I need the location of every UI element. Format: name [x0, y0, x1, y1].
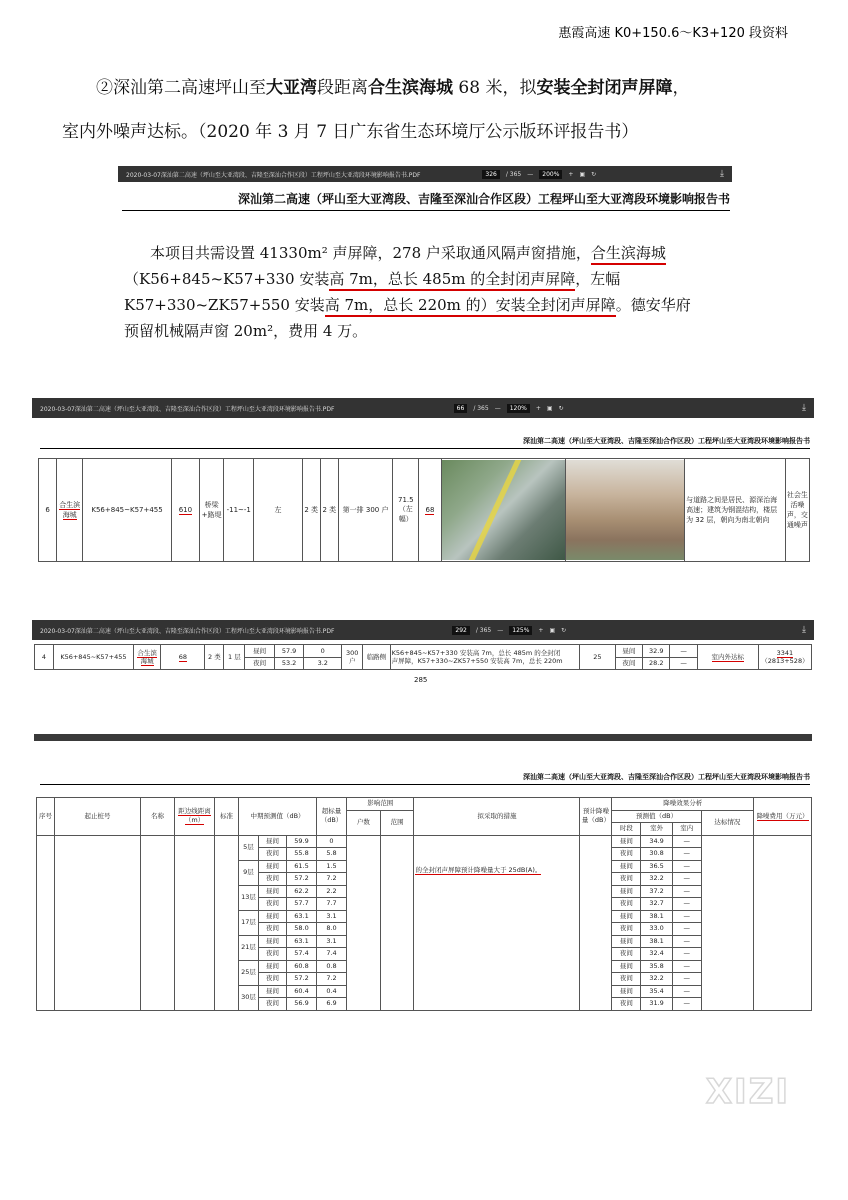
table-row: 夜间 58.0 8.0 夜间 33.0 — [37, 923, 812, 936]
table-row: 5层 昼间 59.9 0 的全封闭声屏障预计降噪量大于 25dB(A)。 昼间 34.9 — [37, 835, 812, 848]
xizi-watermark: XIZI [705, 1072, 790, 1112]
cell-station: K56+845~K57+455 [83, 459, 172, 562]
table-row: 17层 昼间 63.1 3.1 昼间 38.1 — [37, 910, 812, 923]
page-number: 285 [414, 676, 428, 684]
cell-side: 左 [254, 459, 302, 562]
doc-heading-3: 深汕第二高速（坪山至大亚湾段、吉隆至深汕合作区段）工程坪山至大亚湾段环境影响报告书 [40, 772, 810, 785]
pdf-filename: 2020-03-07深汕第二高速（坪山至大亚湾段、吉隆至深汕合作区段）工程坪山至大亚湾段环境影响报告书.PDF [126, 171, 421, 179]
excerpt-line-4: 预留机械隔声窗 20m²，费用 4 万。 [124, 322, 368, 340]
cell-env: 社会生活噪声，交通噪声 [785, 459, 809, 562]
download-icon[interactable]: ⤓ [802, 625, 806, 635]
cell-distance-lane: 71.5（左幅） [393, 459, 419, 562]
pdf-filename: 2020-03-07深汕第二高速（坪山至大亚湾段、吉隆至深汕合作区段）工程坪山至大亚湾段环境影响报告书.PDF [40, 627, 335, 635]
rotate-icon[interactable]: ↻ [561, 626, 567, 634]
zoom-level[interactable]: 200% [539, 170, 562, 179]
table-row: 30层 昼间 60.4 0.4 昼间 35.4 — [37, 985, 812, 998]
table-row: 夜间 56.9 6.9 夜间 31.9 — [37, 998, 812, 1011]
page-input[interactable]: 292 [452, 626, 469, 635]
page-input[interactable]: 326 [482, 170, 499, 179]
cell-no: 6 [39, 459, 57, 562]
fit-page-icon[interactable]: ▣ [549, 626, 556, 634]
page-input[interactable]: 66 [454, 404, 468, 413]
intro-line-1: ②深汕第二高速坪山至大亚湾段距离合生滨海城 68 米，拟安装全封闭声屏障， [96, 78, 690, 98]
table-row: 夜间 57.2 7.2 夜间 32.2 — [37, 973, 812, 986]
fit-page-icon[interactable]: ▣ [579, 170, 586, 178]
table-row: 夜间 57.4 7.4 夜间 32.4 — [37, 948, 812, 961]
cell-class-2: 2 类 [320, 459, 338, 562]
fit-page-icon[interactable]: ▣ [546, 404, 553, 412]
cell-desc: 与道路之间是居民、源深治海高速；建筑为钢混结构，楼层为 32 层，朝向为南北朝向 [685, 459, 786, 562]
cell-dist2: 68 [419, 459, 441, 562]
zoom-out-icon[interactable]: — [527, 170, 534, 178]
excerpt-line-1: 本项目共需设置 41330m² 声屏障，278 户采取通风隔声窗措施，合生滨海城 [150, 240, 740, 266]
sensitive-points-table [38, 458, 810, 562]
download-icon[interactable]: ⤓ [720, 169, 724, 179]
divider-bar [34, 734, 812, 741]
measure-text: K56+845~K57+330 安装高 7m，总长 485m 的全封闭 声屏障，K57+330~ZK57+550 安装高 7m，总长 220m [390, 645, 579, 670]
table-row: 25层 昼间 60.8 0.8 昼间 35.8 — [37, 960, 812, 973]
aerial-photo [441, 459, 566, 562]
rotate-icon[interactable]: ↻ [558, 404, 564, 412]
table-row: 21层 昼间 63.1 3.1 昼间 38.1 — [37, 935, 812, 948]
prediction-table: 序号 起止桩号 名称 距边线距离（m） 标准 中期预测值（dB） 超标量（dB） 影响范围 拟采取的措施 预计降噪量（dB） 降噪效果分析 降噪费用（万元） 户数 范围 预测值（dB） 达标情况 时段 室外 室内 5层 昼间 59.9 0 的全封闭声屏障预计降噪量大于 25dB(A)。 昼间 34.9 — 夜间 55.8 5.8 夜间 30.8 — 9层 昼间 61.5 1.5 昼间 36.5 — 夜间 57.2 7.2 夜间 32.2 — 13层 昼间 62.2 2.2 昼间 37.2 — 夜间 57.7 7.7 夜间 32.7 — 17层 昼间 63.1 3.1 昼间 38.1 — 夜间 58.0 8.0 夜间 33.0 — 21层 昼间 63.1 3.1 昼间 38.1 — 夜间 57.4 7.4 夜间 32.4 — 25层 昼间 60.8 0.8 昼间 35.8 — 夜间 57.2 7.2 夜间 32.2 — 30层 昼间 60.4 0.4 昼间 35.4 — 夜间 56.9 6.9 夜间 31.9 — [36, 797, 812, 1011]
pdf-toolbar-1: 2020-03-07深汕第二高速（坪山至大亚湾段、吉隆至深汕合作区段）工程坪山至大亚湾段环境影响报告书.PDF 326 / 365 — 200% + ▣ ↻ ⤓ [118, 166, 732, 182]
excerpt-1 [124, 240, 740, 344]
zoom-level[interactable]: 120% [507, 404, 530, 413]
table-row: 夜间 55.8 5.8 夜间 30.8 — [37, 848, 812, 861]
measures-table: 4 K56+845~K57+455 合生滨海城 68 2 类 1 层 昼间 57.9 0 300 户 临路侧 K56+845~K57+330 安装高 7m，总长 485m 的全封闭 声屏障，K57+330~ZK57+550 安装高 7m，总长 220m 25 昼间 32.9 — 室内外达标 3341 （2813+528） 夜间 53.2 3.2 夜间 28.2 — [34, 644, 812, 670]
table-row: 9层 昼间 61.5 1.5 昼间 36.5 — [37, 860, 812, 873]
cell-class-1: 2 类 [302, 459, 320, 562]
doc-heading-1: 深汕第二高速（坪山至大亚湾段、吉隆至深汕合作区段）工程坪山至大亚湾段环境影响报告书 [122, 190, 730, 211]
cell-height: -11~-1 [224, 459, 254, 562]
cell-name: 合生滨海城 [57, 459, 83, 562]
zoom-out-icon[interactable]: — [497, 626, 504, 634]
excerpt-line-2: （K56+845~K57+330 安装高 7m，总长 485m 的全封闭声屏障，左幅 [124, 266, 740, 292]
table-row: 13层 昼间 62.2 2.2 昼间 37.2 — [37, 885, 812, 898]
intro-line-2: 室内外噪声达标。（2020 年 3 月 7 日广东省生态环境厅公示版环评报告书） [62, 122, 639, 142]
pdf-filename: 2020-03-07深汕第二高速（坪山至大亚湾段、吉隆至深汕合作区段）工程坪山至大亚湾段环境影响报告书.PDF [40, 405, 335, 413]
download-icon[interactable]: ⤓ [802, 403, 806, 413]
zoom-in-icon[interactable]: + [538, 626, 544, 634]
zoom-level[interactable]: 125% [509, 626, 532, 635]
table-row: 夜间 57.2 7.2 夜间 32.2 — [37, 873, 812, 886]
doc-heading-2: 深汕第二高速（坪山至大亚湾段、吉隆至深汕合作区段）工程坪山至大亚湾段环境影响报告书 [40, 436, 810, 449]
building-photo [566, 459, 685, 562]
excerpt-line-3: K57+330~ZK57+550 安装高 7m，总长 220m 的）安装全封闭声屏障。德安华府 [124, 292, 740, 318]
cell-form: 桥梁+路堤 [200, 459, 224, 562]
pdf-toolbar-3: 2020-03-07深汕第二高速（坪山至大亚湾段、吉隆至深汕合作区段）工程坪山至大亚湾段环境影响报告书.PDF 292 / 365 — 125% + ▣ ↻ ⤓ [32, 620, 814, 640]
cell-dist: 610 [171, 459, 199, 562]
zoom-in-icon[interactable]: + [535, 404, 541, 412]
page-header: 惠霞高速 K0+150.6～K3+120 段资料 [558, 26, 788, 41]
zoom-in-icon[interactable]: + [568, 170, 574, 178]
pdf-toolbar-2: 2020-03-07深汕第二高速（坪山至大亚湾段、吉隆至深汕合作区段）工程坪山至大亚湾段环境影响报告书.PDF 66 / 365 — 120% + ▣ ↻ ⤓ [32, 398, 814, 418]
rotate-icon[interactable]: ↻ [591, 170, 597, 178]
cell-households: 第一排 300 户 [338, 459, 392, 562]
zoom-out-icon[interactable]: — [494, 404, 501, 412]
table-row: 夜间 57.7 7.7 夜间 32.7 — [37, 898, 812, 911]
